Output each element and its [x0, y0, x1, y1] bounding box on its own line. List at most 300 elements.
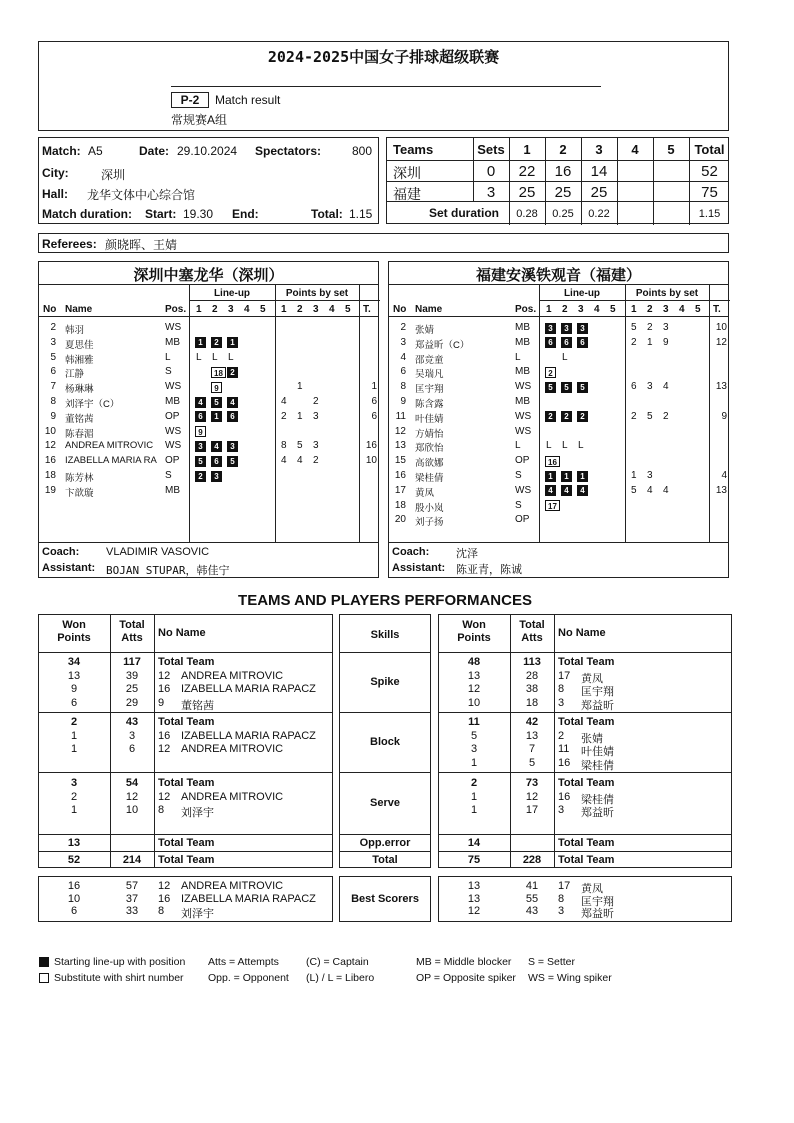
total-duration-label: Total: — [311, 207, 343, 221]
pos-header: Pos. — [165, 304, 187, 315]
opp-error-team: Total Team — [558, 837, 615, 849]
total-atts: 17 — [525, 804, 539, 816]
perf-row-rule — [438, 851, 732, 852]
score-header-set3: 3 — [595, 142, 603, 157]
player-name: IZABELLA MARIA RA — [65, 455, 157, 467]
player-name: 匡宇翔 — [581, 686, 614, 698]
legend-op: OP = Opposite spiker — [416, 972, 516, 984]
lineup-start-position: 2 — [545, 411, 556, 422]
player-total-points: 12 — [715, 336, 727, 348]
player-name: 梁桂倩 — [415, 473, 444, 484]
score-a-sets: 0 — [486, 163, 496, 180]
lineup-start-position: 5 — [577, 382, 588, 393]
player-number: 20 — [394, 514, 406, 526]
player-number: 7 — [50, 381, 56, 393]
total-team: Total Team — [158, 854, 215, 866]
lineup-start-position: 2 — [561, 411, 572, 422]
player-number: 16 — [394, 470, 406, 481]
lineup-set-header: 4 — [244, 304, 250, 315]
roster-rule — [539, 300, 730, 301]
lineup-set-header: 2 — [212, 304, 218, 315]
player-number: 2 — [400, 322, 406, 333]
total-atts: 117 — [123, 656, 141, 668]
lineup-start-position: 6 — [577, 337, 588, 348]
perf-row-rule — [38, 652, 333, 653]
set-points: 2 — [631, 410, 637, 422]
team-b-name: 福建安溪铁观音（福建） — [475, 267, 641, 284]
player-name: 方婧怡 — [415, 428, 444, 440]
lineup-start-position: 2 — [195, 471, 206, 482]
player-no: 8 — [558, 683, 565, 695]
legend-filled-square — [39, 957, 49, 967]
set-points: 2 — [631, 336, 637, 348]
player-number: 5 — [50, 351, 56, 363]
lineup-start-position: 5 — [227, 456, 238, 467]
total-points: 75 — [467, 854, 481, 866]
won-points: 1 — [70, 804, 78, 816]
player-number: 12 — [44, 440, 56, 452]
date-label: Date: — [139, 144, 170, 158]
score-box — [386, 137, 729, 224]
lineup-start-position: 3 — [545, 323, 556, 334]
points-by-set-header: Points by set — [635, 288, 699, 299]
total-header: T. — [363, 304, 371, 315]
legend-outline-square — [39, 973, 49, 983]
name-header: Name — [65, 304, 93, 315]
won-points: 2 — [70, 790, 78, 803]
lineup-substitute-number: 17 — [545, 500, 560, 511]
referees-label: Referees: — [42, 237, 97, 251]
spectators-label: Spectators: — [255, 144, 322, 158]
assistant-name: BOJAN STUPAR，韩佳宁 — [106, 564, 230, 577]
city-label: City: — [42, 166, 69, 180]
lineup-start-position: 1 — [545, 471, 556, 482]
player-no: 2 — [558, 729, 565, 742]
lineup-start-position: 6 — [211, 456, 222, 467]
player-position: L — [515, 440, 521, 452]
duration-label: Match duration: — [42, 207, 132, 221]
won-points: 5 — [470, 729, 478, 742]
doc-type: Match result — [215, 93, 281, 107]
player-position: OP — [515, 455, 530, 467]
total-atts: 7 — [528, 743, 536, 755]
player-no: 17 — [558, 669, 571, 682]
roster-rule — [39, 542, 378, 543]
total-label: Total — [372, 854, 398, 866]
opp-error-points: 13 — [67, 837, 81, 849]
lineup-set-header: 3 — [228, 304, 234, 315]
no-header: No — [43, 304, 57, 315]
player-position: S — [165, 470, 172, 481]
opp-error-points: 14 — [467, 837, 481, 849]
lineup-header: Line-up — [213, 288, 251, 299]
player-name: 卞歆璇 — [65, 487, 94, 499]
match-number: A5 — [88, 144, 103, 158]
player-position: MB — [515, 396, 530, 407]
player-total-points: 10 — [365, 455, 377, 467]
won-points: 2 — [470, 777, 478, 789]
lineup-start-position: 3 — [561, 323, 572, 334]
player-name: 陈春湄 — [65, 428, 94, 440]
lineup-libero: L — [578, 440, 584, 452]
player-no: 12 — [158, 743, 171, 755]
lineup-start-position: 4 — [195, 397, 206, 408]
points-set-header: 1 — [631, 304, 637, 315]
player-position: S — [165, 366, 172, 378]
lineup-start-position: 4 — [561, 485, 572, 496]
lineup-start-position: 1 — [577, 471, 588, 482]
score-b-set1: 25 — [518, 184, 536, 201]
score-team-b: 福建 — [393, 186, 421, 202]
score-a-set1: 22 — [518, 163, 536, 180]
player-total-points: 1 — [371, 381, 377, 393]
won-points: 3 — [470, 743, 478, 755]
score-a-set3: 14 — [590, 163, 608, 180]
total-atts: 214 — [122, 854, 142, 866]
skills-header: Skills — [370, 629, 400, 641]
hall-value: 龙华文体中心综合馆 — [87, 188, 196, 202]
best-player-name: 刘泽宇 — [181, 908, 214, 920]
best-player-no: 8 — [158, 905, 165, 917]
total-atts: 42 — [525, 716, 539, 728]
set-points: 4 — [663, 381, 669, 393]
won-points: 1 — [470, 790, 478, 803]
player-name: 董铭茜 — [181, 699, 214, 712]
player-name: ANDREA MITROVIC — [181, 743, 284, 755]
perf-row-rule — [339, 834, 431, 835]
doc-code: P-2 — [171, 92, 209, 108]
player-no: 16 — [558, 756, 571, 769]
points-set-header: 4 — [329, 304, 335, 315]
start-time: 19.30 — [183, 207, 214, 221]
team-total-name: Total Team — [158, 777, 215, 789]
set-points: 1 — [297, 410, 303, 422]
player-number: 6 — [400, 366, 406, 378]
opp-error-team: Total Team — [158, 837, 215, 849]
set-points: 1 — [631, 470, 637, 481]
perf-row-rule — [339, 712, 431, 713]
total-atts: 25 — [125, 683, 139, 695]
lineup-libero: L — [212, 351, 218, 363]
player-number: 10 — [44, 425, 56, 437]
lineup-start-position: 1 — [561, 471, 572, 482]
player-name: 韩羽 — [65, 325, 85, 336]
assistant-label: Assistant: — [392, 562, 446, 574]
points-set-header: 4 — [679, 304, 685, 315]
total-atts: 10 — [125, 804, 139, 816]
best-total-atts: 37 — [125, 892, 139, 905]
hall-label: Hall: — [42, 187, 69, 201]
lineup-start-position: 4 — [211, 441, 222, 452]
lineup-set-header: 3 — [578, 304, 584, 315]
lineup-start-position: 6 — [227, 411, 238, 422]
player-number: 9 — [400, 396, 406, 407]
total-atts: 54 — [125, 777, 139, 789]
team-total-name: Total Team — [158, 716, 215, 728]
set-points: 2 — [647, 322, 653, 333]
lineup-libero: L — [228, 351, 234, 363]
player-name: 董铭茜 — [65, 413, 94, 425]
player-number: 11 — [395, 410, 406, 422]
duration-total: 1.15 — [698, 208, 721, 220]
lineup-start-position: 5 — [545, 382, 556, 393]
player-position: S — [515, 499, 522, 511]
perf-row-rule — [438, 652, 732, 653]
player-position: WS — [515, 484, 532, 496]
team-a-name: 深圳中塞龙华（深圳） — [133, 267, 284, 284]
best-total-atts: 43 — [525, 905, 539, 917]
set-points: 3 — [663, 322, 669, 333]
set-points: 4 — [663, 484, 669, 496]
legend-captain: (C) = Captain — [306, 956, 369, 968]
total-atts: 12 — [125, 790, 139, 803]
player-number: 2 — [50, 322, 56, 333]
player-position: MB — [515, 366, 530, 378]
roster-rule — [189, 284, 190, 542]
player-name: ANDREA MITROVIC — [65, 440, 154, 452]
player-position: WS — [515, 381, 532, 393]
score-header-set2: 2 — [559, 142, 567, 157]
opp-error-label: Opp.error — [359, 837, 411, 849]
set-points: 2 — [313, 455, 319, 467]
lineup-start-position: 4 — [227, 397, 238, 408]
lineup-substitute-number: 9 — [195, 426, 206, 437]
best-won-points: 16 — [67, 880, 81, 892]
set3-duration: 0.22 — [588, 208, 610, 220]
header-box — [38, 41, 729, 131]
won-points: 3 — [70, 777, 78, 789]
player-no: 16 — [158, 729, 171, 742]
lineup-start-position: 3 — [195, 441, 206, 452]
player-name: 匡宇翔 — [415, 384, 444, 396]
referees-names: 颜晓晖、王婧 — [105, 238, 178, 252]
won-points: 11 — [468, 716, 480, 728]
best-total-atts: 33 — [125, 905, 139, 917]
perf-row-rule — [38, 851, 333, 852]
roster-rule — [389, 284, 728, 285]
player-position: WS — [165, 322, 182, 333]
points-set-header: 5 — [695, 304, 701, 315]
won-points: 48 — [467, 656, 481, 668]
total-atts: 18 — [525, 696, 539, 709]
assistant-name: 陈亚青，陈诚 — [456, 564, 522, 576]
perf-row-rule — [339, 851, 431, 852]
won-points: 1 — [470, 756, 478, 769]
roster-rule — [359, 284, 360, 542]
lineup-set-header: 1 — [546, 304, 552, 315]
total-atts: 5 — [528, 756, 536, 769]
player-position: WS — [515, 410, 532, 422]
total-atts: 6 — [128, 743, 136, 755]
set-points: 6 — [631, 381, 637, 393]
player-name: IZABELLA MARIA RAPACZ — [181, 729, 316, 742]
total-atts: 13 — [525, 729, 539, 742]
name-header: Name — [415, 304, 443, 315]
total-points: 52 — [67, 854, 81, 866]
lineup-start-position: 5 — [211, 397, 222, 408]
player-position: WS — [515, 425, 532, 437]
lineup-set-header: 4 — [594, 304, 600, 315]
player-number: 3 — [400, 336, 406, 348]
player-name: 邵竞童 — [415, 354, 444, 366]
start-label: Start: — [145, 207, 177, 221]
skill-label: Block — [370, 736, 400, 748]
score-header-total: Total — [694, 142, 725, 157]
player-no: 3 — [558, 804, 565, 816]
set-points: 3 — [313, 410, 319, 422]
set-points: 9 — [663, 336, 669, 348]
points-set-header: 1 — [281, 304, 287, 315]
roster-rule — [625, 284, 626, 542]
player-name: 江静 — [65, 369, 85, 381]
player-name: 郑益昕 — [581, 699, 614, 712]
player-position: S — [515, 470, 522, 481]
set-points: 8 — [281, 440, 287, 452]
player-name: 高欲娜 — [415, 458, 444, 470]
set-points: 2 — [663, 410, 669, 422]
player-total-points: 6 — [371, 396, 377, 407]
best-total-atts: 55 — [525, 892, 539, 905]
lineup-start-position: 3 — [227, 441, 238, 452]
player-position: OP — [515, 514, 530, 526]
total-atts: 39 — [125, 669, 139, 682]
player-total-points: 9 — [721, 410, 727, 422]
legend-opp: Opp. = Opponent — [208, 972, 289, 984]
total-atts: 38 — [525, 683, 539, 695]
score-header-set1: 1 — [523, 142, 531, 157]
lineup-header: Line-up — [563, 288, 601, 299]
player-position: L — [165, 351, 171, 363]
points-by-set-header: Points by set — [285, 288, 349, 299]
player-no: 8 — [158, 804, 165, 816]
player-total-points: 4 — [721, 470, 727, 481]
player-name: 叶佳婧 — [581, 746, 614, 758]
set-points: 5 — [631, 484, 637, 496]
assistant-label: Assistant: — [42, 562, 96, 574]
player-number: 6 — [50, 366, 56, 378]
total-atts: 113 — [523, 656, 541, 668]
player-number: 3 — [50, 336, 56, 348]
match-date: 29.10.2024 — [177, 144, 238, 158]
player-no: 9 — [158, 696, 165, 709]
team-total-name: Total Team — [558, 777, 615, 789]
pos-header: Pos. — [515, 304, 537, 315]
player-name: 郑欣怡 — [415, 443, 444, 455]
set-points: 2 — [313, 396, 319, 407]
legend-substitute: Substitute with shirt number — [54, 972, 184, 984]
set-points: 4 — [281, 396, 287, 407]
legend-setter: S = Setter — [528, 956, 575, 968]
roster-rule — [389, 542, 728, 543]
best-player-name: 匡宇翔 — [581, 895, 614, 908]
lineup-start-position: 4 — [577, 485, 588, 496]
total-atts-header: Total Atts — [119, 619, 145, 644]
match-label: Match: — [42, 144, 81, 158]
player-position: WS — [165, 425, 182, 437]
player-name: 梁桂倩 — [581, 793, 614, 806]
player-no: 3 — [558, 696, 565, 709]
lineup-libero: L — [196, 351, 202, 363]
roster-rule — [275, 284, 276, 542]
team-total-name: Total Team — [558, 716, 615, 728]
player-total-points: 16 — [365, 440, 377, 452]
won-points: 6 — [70, 696, 78, 709]
total-atts: 228 — [522, 854, 542, 866]
title-underline — [171, 86, 601, 87]
best-skills-table — [339, 876, 431, 922]
best-won-points: 6 — [70, 905, 78, 917]
lineup-set-header: 2 — [562, 304, 568, 315]
roster-rule — [189, 300, 380, 301]
best-player-no: 3 — [558, 905, 565, 917]
won-points: 13 — [467, 669, 481, 682]
lineup-libero: L — [562, 440, 568, 452]
points-set-header: 3 — [313, 304, 319, 315]
set-points: 5 — [647, 410, 653, 422]
best-player-name: 黄凤 — [581, 883, 603, 895]
best-won-points: 10 — [67, 892, 81, 905]
round-label: 常规赛A组 — [171, 113, 228, 127]
lineup-start-position: 6 — [545, 337, 556, 348]
coach-name: 沈泽 — [456, 548, 478, 560]
coach-label: Coach: — [392, 546, 430, 558]
best-player-name: IZABELLA MARIA RAPACZ — [181, 892, 316, 905]
best-total-atts: 41 — [525, 880, 539, 892]
lineup-start-position: 5 — [561, 382, 572, 393]
player-total-points: 10 — [715, 322, 727, 333]
player-number: 8 — [50, 396, 56, 407]
team-total-name: Total Team — [558, 656, 615, 668]
score-team-a: 深圳 — [393, 165, 421, 181]
won-points-header: Won Points — [457, 619, 491, 644]
player-name: 陈含露 — [415, 399, 444, 410]
player-number: 13 — [394, 440, 406, 452]
player-number: 18 — [394, 499, 406, 511]
skill-label: Serve — [370, 797, 400, 809]
set2-duration: 0.25 — [552, 208, 574, 220]
player-position: OP — [165, 455, 180, 467]
won-points: 34 — [67, 656, 81, 668]
lineup-substitute-number: 2 — [545, 367, 556, 378]
player-name: 黄凤 — [415, 487, 435, 499]
points-set-header: 5 — [345, 304, 351, 315]
lineup-start-position: 2 — [211, 337, 222, 348]
player-position: MB — [515, 322, 530, 333]
lineup-libero: L — [546, 440, 552, 452]
referees-box — [38, 233, 729, 253]
team-total-name: Total Team — [158, 656, 215, 668]
lineup-start-position: 5 — [195, 456, 206, 467]
score-header-set4: 4 — [631, 142, 639, 157]
perf-row-rule — [38, 772, 333, 773]
best-player-name: 郑益昕 — [581, 908, 614, 920]
player-name: 张婧 — [415, 325, 435, 336]
player-total-points: 13 — [715, 381, 727, 393]
player-no: 16 — [158, 683, 171, 695]
player-position: WS — [165, 440, 182, 452]
perf-row-rule — [38, 834, 333, 835]
player-number: 17 — [394, 484, 406, 496]
best-won-points: 12 — [467, 905, 481, 917]
match-info-box — [38, 137, 379, 224]
player-name: 殷小岚 — [415, 502, 444, 514]
player-name: ANDREA MITROVIC — [181, 669, 284, 682]
total-atts: 29 — [125, 696, 139, 709]
player-name: 陈芳林 — [65, 473, 94, 484]
city-value: 深圳 — [101, 168, 126, 182]
total-atts: 43 — [125, 716, 139, 728]
end-label: End: — [232, 207, 259, 221]
